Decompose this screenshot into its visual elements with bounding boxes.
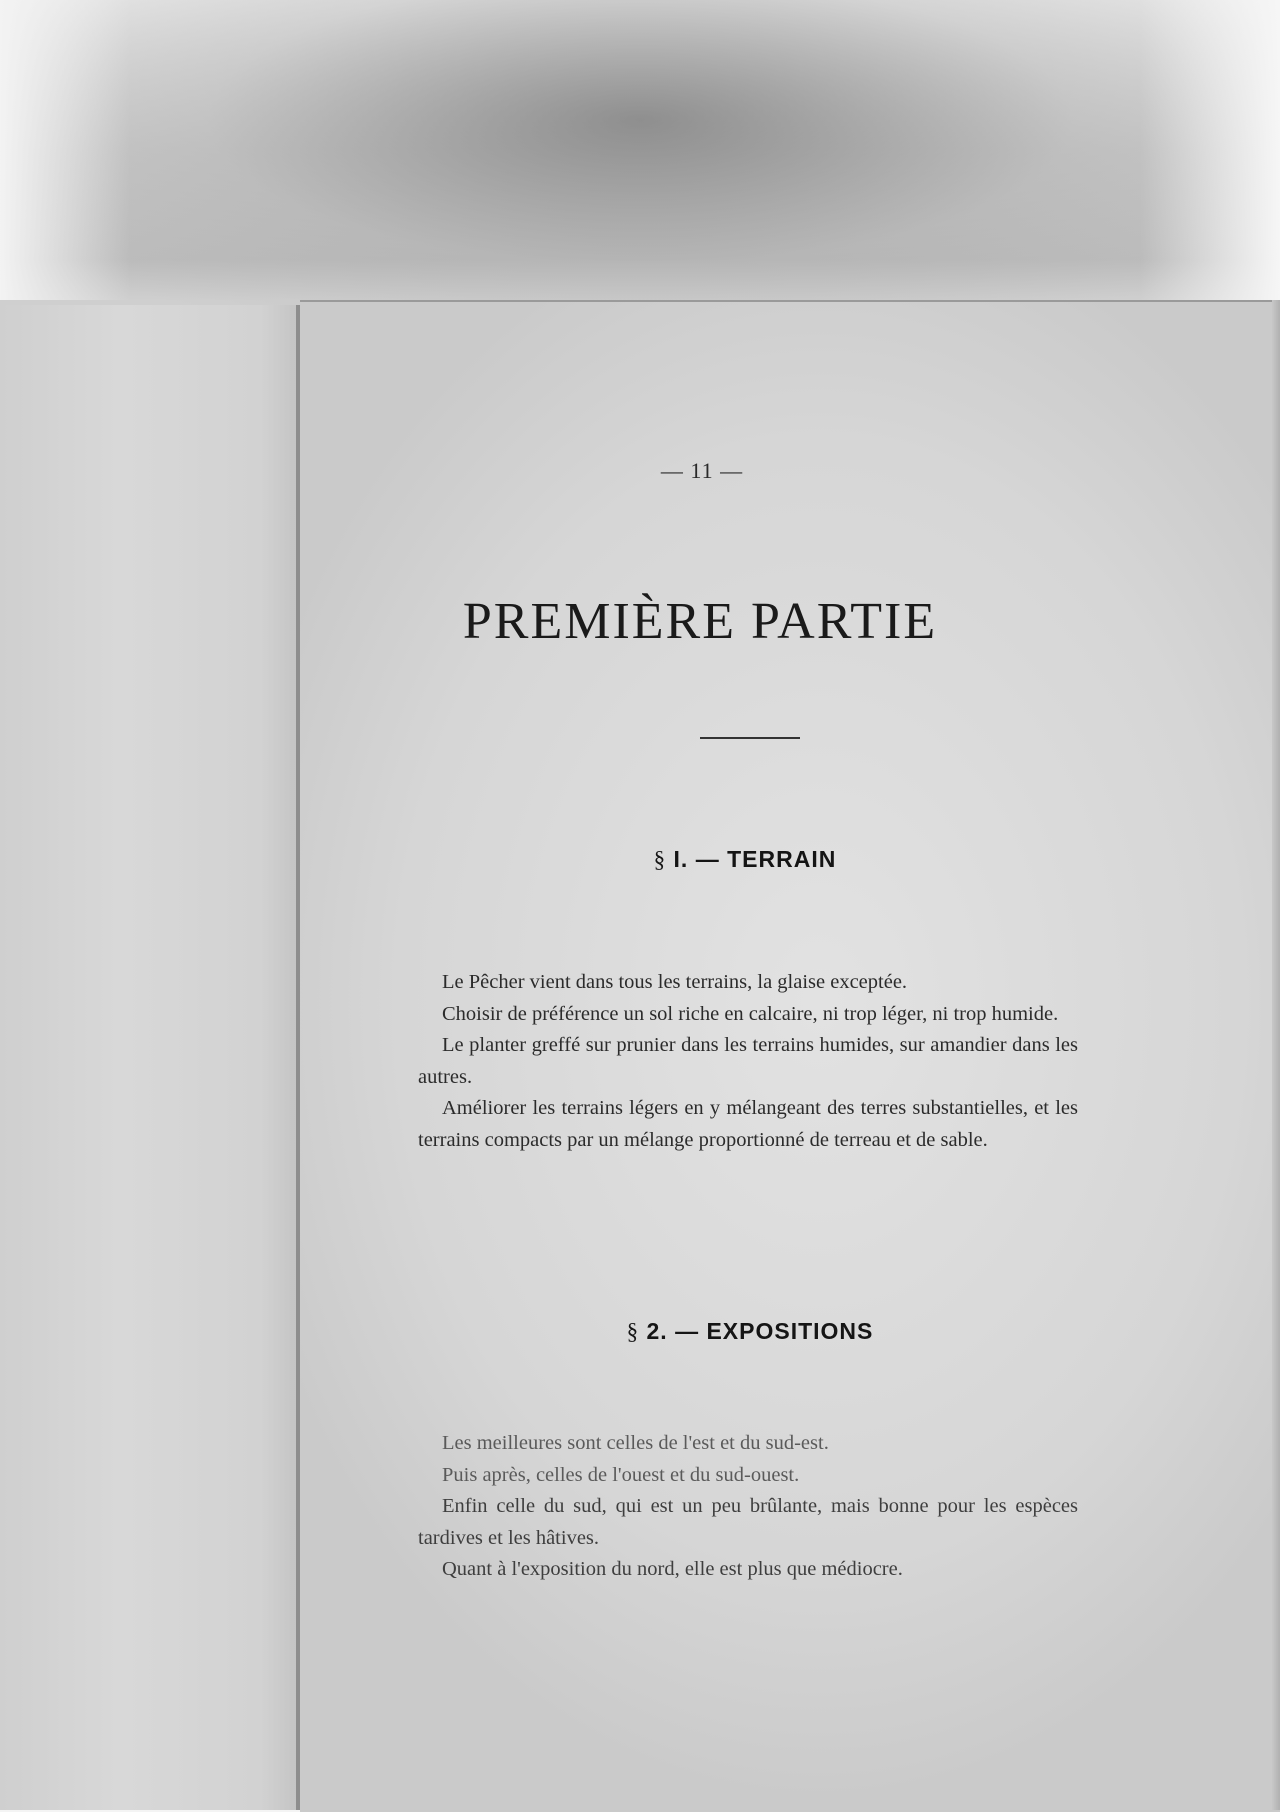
section-symbol: § [653,847,667,872]
section-body-terrain [418,967,1078,1156]
left-page [0,305,298,1810]
page-number: — 11 — [660,458,744,483]
paragraph: Puis après, celles de l'ouest et du sud-ouest. [442,1463,800,1486]
paragraph: Quant à l'exposition du nord, elle est plus que médiocre. [442,1558,903,1580]
title-rule [700,737,800,739]
page-edge [1272,300,1280,1810]
section-symbol: § [626,1319,640,1344]
paragraph: Le Pêcher vient dans tous les terrains, la glaise exceptée. [442,971,908,993]
section-body-expositions [418,1428,1078,1586]
section-title: 2. — EXPOSITIONS [646,1318,874,1344]
paragraph: Améliorer les terrains légers en y mélangeant des terres substantielles, et les terrains compacts par un mélange proportionné de terreau et de sable. [418,1097,1078,1151]
scanner-shadow-fade-left [0,0,130,300]
paragraph: Choisir de préférence un sol riche en calcaire, ni trop léger, ni trop humide. [442,1002,1059,1025]
section-heading-terrain [395,846,1095,873]
scanner-shadow-fade-right [1140,0,1280,300]
part-title: PREMIÈRE PARTIE [462,593,938,650]
paragraph: Les meilleures sont celles de l'est et du sud-est. [442,1432,829,1454]
paragraph: Le planter greffé sur prunier dans les terrains humides, sur amandier dans les autres. [418,1034,1078,1088]
paragraph: Enfin celle du sud, qui est un peu brûlante, mais bonne pour les espèces tardives et les hâtives. [418,1495,1078,1549]
section-heading-expositions [400,1318,1100,1345]
scanner-shadow [0,0,1280,310]
section-title: I. — TERRAIN [673,846,837,872]
